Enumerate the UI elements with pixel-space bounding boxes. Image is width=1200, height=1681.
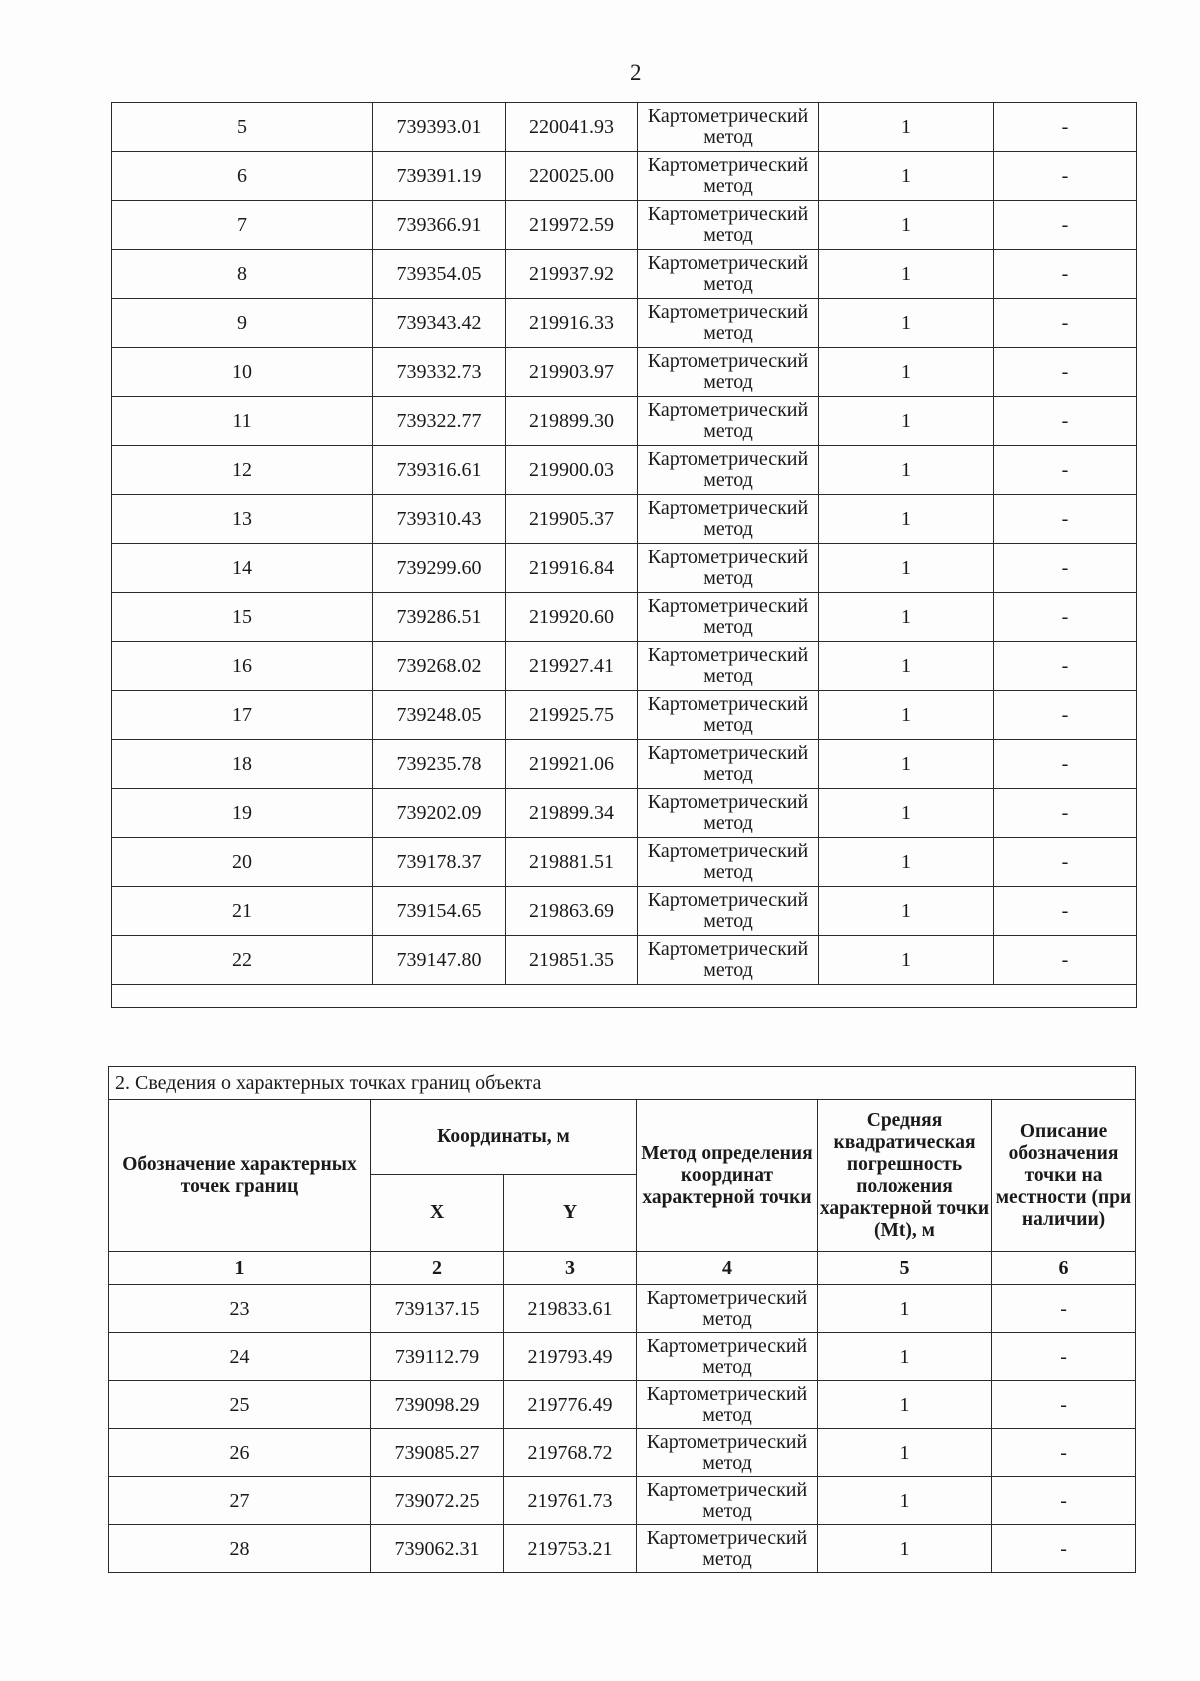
- cell-description: -: [994, 201, 1137, 250]
- cell-mean-square-error: 1: [818, 1285, 992, 1333]
- cell-x-coordinate: 739316.61: [373, 446, 506, 495]
- cell-description: -: [994, 250, 1137, 299]
- table-row: [112, 691, 1137, 740]
- cell-x-coordinate: 739391.19: [373, 152, 506, 201]
- cell-point-number: 12: [112, 446, 373, 495]
- method-text: Картометрический метод: [646, 1526, 808, 1570]
- cell-method: [638, 250, 819, 299]
- cell-x-coordinate: 739268.02: [373, 642, 506, 691]
- cell-x-coordinate: 739235.78: [373, 740, 506, 789]
- cell-x-coordinate: 739154.65: [373, 887, 506, 936]
- cell-mean-square-error: 1: [819, 642, 994, 691]
- cell-y-coordinate: 219768.72: [504, 1429, 637, 1477]
- method-text: Картометрический метод: [647, 595, 809, 638]
- method-text: Картометрический метод: [647, 497, 809, 540]
- header-description: Описание обозначения точки на местности (при наличии): [992, 1100, 1136, 1252]
- cell-point-number: 8: [112, 250, 373, 299]
- method-text: Картометрический метод: [646, 1334, 808, 1378]
- cell-description: -: [992, 1477, 1136, 1525]
- cell-description: -: [994, 789, 1137, 838]
- cell-description: -: [994, 887, 1137, 936]
- cell-description: -: [994, 103, 1137, 152]
- table-row: [109, 1429, 1136, 1477]
- page-number: 2: [630, 60, 642, 85]
- cell-description: -: [992, 1429, 1136, 1477]
- cell-point-number: 27: [109, 1477, 371, 1525]
- method-text: Картометрический метод: [647, 938, 809, 981]
- column-number: 3: [504, 1252, 637, 1285]
- cell-method: [638, 936, 819, 985]
- cell-point-number: 14: [112, 544, 373, 593]
- cell-method: [638, 495, 819, 544]
- cell-method: [638, 201, 819, 250]
- cell-x-coordinate: 739366.91: [373, 201, 506, 250]
- cell-method: [637, 1429, 818, 1477]
- cell-description: -: [994, 495, 1137, 544]
- header-mean-square-error: Средняя квадратическая погрешность положения характерной точки (Mt), м: [818, 1100, 992, 1252]
- method-text: Картометрический метод: [647, 399, 809, 442]
- cell-mean-square-error: 1: [818, 1477, 992, 1525]
- cell-point-number: 21: [112, 887, 373, 936]
- method-text: Картометрический метод: [646, 1430, 808, 1474]
- table-row: [112, 103, 1137, 152]
- cell-y-coordinate: 219925.75: [506, 691, 638, 740]
- table-row: [112, 495, 1137, 544]
- cell-point-number: 18: [112, 740, 373, 789]
- cell-method: [638, 593, 819, 642]
- cell-point-number: 13: [112, 495, 373, 544]
- table-title: 2. Сведения о характерных точках границ объекта: [109, 1067, 1136, 1100]
- cell-y-coordinate: 220041.93: [506, 103, 638, 152]
- cell-point-number: 16: [112, 642, 373, 691]
- cell-mean-square-error: 1: [819, 495, 994, 544]
- method-text: Картометрический метод: [646, 1478, 808, 1522]
- cell-point-number: 23: [109, 1285, 371, 1333]
- table-row: [112, 348, 1137, 397]
- table-row: [112, 740, 1137, 789]
- table-row: [109, 1285, 1136, 1333]
- cell-y-coordinate: 219851.35: [506, 936, 638, 985]
- cell-method: [638, 152, 819, 201]
- table-row: [109, 1381, 1136, 1429]
- cell-x-coordinate: 739310.43: [373, 495, 506, 544]
- cell-y-coordinate: 219833.61: [504, 1285, 637, 1333]
- cell-method: [638, 838, 819, 887]
- cell-description: -: [994, 152, 1137, 201]
- cell-point-number: 17: [112, 691, 373, 740]
- cell-point-number: 10: [112, 348, 373, 397]
- cell-y-coordinate: 219927.41: [506, 642, 638, 691]
- cell-description: -: [994, 691, 1137, 740]
- cell-x-coordinate: 739147.80: [373, 936, 506, 985]
- cell-method: [637, 1285, 818, 1333]
- cell-y-coordinate: 219899.34: [506, 789, 638, 838]
- cell-description: -: [994, 642, 1137, 691]
- column-number: 4: [637, 1252, 818, 1285]
- cell-method: [638, 397, 819, 446]
- table-row: [112, 838, 1137, 887]
- cell-point-number: 5: [112, 103, 373, 152]
- cell-y-coordinate: 219921.06: [506, 740, 638, 789]
- cell-mean-square-error: 1: [819, 348, 994, 397]
- column-number: 5: [818, 1252, 992, 1285]
- cell-point-number: 19: [112, 789, 373, 838]
- cell-point-number: 28: [109, 1525, 371, 1573]
- cell-x-coordinate: 739286.51: [373, 593, 506, 642]
- cell-method: [638, 789, 819, 838]
- cell-method: [638, 348, 819, 397]
- cell-mean-square-error: 1: [818, 1381, 992, 1429]
- table-row: [112, 936, 1137, 985]
- table-row: [112, 152, 1137, 201]
- table-row: [112, 250, 1137, 299]
- cell-description: -: [994, 544, 1137, 593]
- cell-mean-square-error: 1: [819, 740, 994, 789]
- cell-point-number: 20: [112, 838, 373, 887]
- cell-y-coordinate: 219903.97: [506, 348, 638, 397]
- cell-method: [637, 1525, 818, 1573]
- method-text: Картометрический метод: [646, 1286, 808, 1330]
- table-row: [109, 1525, 1136, 1573]
- boundary-points-table-continued: [111, 102, 1137, 1008]
- cell-mean-square-error: 1: [819, 936, 994, 985]
- cell-description: -: [992, 1333, 1136, 1381]
- cell-mean-square-error: 1: [818, 1333, 992, 1381]
- cell-x-coordinate: 739137.15: [371, 1285, 504, 1333]
- cell-y-coordinate: 219793.49: [504, 1333, 637, 1381]
- cell-mean-square-error: 1: [819, 299, 994, 348]
- table-row: [109, 1333, 1136, 1381]
- method-text: Картометрический метод: [647, 791, 809, 834]
- cell-y-coordinate: 219776.49: [504, 1381, 637, 1429]
- cell-x-coordinate: 739322.77: [373, 397, 506, 446]
- cell-point-number: 26: [109, 1429, 371, 1477]
- cell-y-coordinate: 219863.69: [506, 887, 638, 936]
- cell-y-coordinate: 219972.59: [506, 201, 638, 250]
- cell-y-coordinate: 219916.33: [506, 299, 638, 348]
- cell-x-coordinate: 739299.60: [373, 544, 506, 593]
- column-number-row: [109, 1252, 1136, 1285]
- method-text: Картометрический метод: [647, 105, 809, 148]
- cell-point-number: 6: [112, 152, 373, 201]
- table-row: [112, 201, 1137, 250]
- cell-y-coordinate: 219920.60: [506, 593, 638, 642]
- table-row: [112, 299, 1137, 348]
- table-row: [112, 446, 1137, 495]
- method-text: Картометрический метод: [647, 154, 809, 197]
- cell-method: [638, 887, 819, 936]
- cell-method: [638, 299, 819, 348]
- cell-x-coordinate: 739112.79: [371, 1333, 504, 1381]
- cell-mean-square-error: 1: [818, 1525, 992, 1573]
- cell-mean-square-error: 1: [819, 887, 994, 936]
- cell-y-coordinate: 219761.73: [504, 1477, 637, 1525]
- table-row: [112, 642, 1137, 691]
- column-number: 6: [992, 1252, 1136, 1285]
- cell-y-coordinate: 219881.51: [506, 838, 638, 887]
- cell-point-number: 15: [112, 593, 373, 642]
- table-empty-row: [112, 985, 1137, 1008]
- cell-description: -: [994, 299, 1137, 348]
- cell-point-number: 25: [109, 1381, 371, 1429]
- cell-description: -: [994, 397, 1137, 446]
- method-text: Картометрический метод: [647, 693, 809, 736]
- cell-x-coordinate: 739343.42: [373, 299, 506, 348]
- cell-description: -: [992, 1381, 1136, 1429]
- cell-x-coordinate: 739332.73: [373, 348, 506, 397]
- cell-description: -: [994, 936, 1137, 985]
- cell-x-coordinate: 739085.27: [371, 1429, 504, 1477]
- cell-mean-square-error: 1: [819, 838, 994, 887]
- method-text: Картометрический метод: [647, 350, 809, 393]
- cell-description: -: [994, 740, 1137, 789]
- cell-x-coordinate: 739072.25: [371, 1477, 504, 1525]
- cell-y-coordinate: 219899.30: [506, 397, 638, 446]
- cell-point-number: 7: [112, 201, 373, 250]
- cell-y-coordinate: 220025.00: [506, 152, 638, 201]
- method-text: Картометрический метод: [647, 203, 809, 246]
- cell-mean-square-error: 1: [819, 789, 994, 838]
- table-row: [112, 593, 1137, 642]
- cell-method: [638, 642, 819, 691]
- cell-method: [638, 691, 819, 740]
- cell-description: -: [994, 348, 1137, 397]
- cell-description: -: [994, 446, 1137, 495]
- table-row: [109, 1477, 1136, 1525]
- cell-x-coordinate: 739248.05: [373, 691, 506, 740]
- cell-mean-square-error: 1: [819, 103, 994, 152]
- cell-mean-square-error: 1: [819, 152, 994, 201]
- table-row: [112, 397, 1137, 446]
- cell-x-coordinate: 739393.01: [373, 103, 506, 152]
- cell-method: [638, 446, 819, 495]
- cell-mean-square-error: 1: [819, 691, 994, 740]
- column-number: 2: [371, 1252, 504, 1285]
- cell-mean-square-error: 1: [819, 201, 994, 250]
- cell-point-number: 22: [112, 936, 373, 985]
- cell-x-coordinate: 739354.05: [373, 250, 506, 299]
- method-text: Картометрический метод: [647, 448, 809, 491]
- cell-point-number: 11: [112, 397, 373, 446]
- method-text: Картометрический метод: [647, 889, 809, 932]
- cell-y-coordinate: 219900.03: [506, 446, 638, 495]
- method-text: Картометрический метод: [647, 252, 809, 295]
- cell-y-coordinate: 219916.84: [506, 544, 638, 593]
- cell-mean-square-error: 1: [819, 593, 994, 642]
- cell-description: -: [994, 593, 1137, 642]
- cell-point-number: 24: [109, 1333, 371, 1381]
- cell-method: [637, 1333, 818, 1381]
- cell-description: -: [994, 838, 1137, 887]
- cell-method: [638, 103, 819, 152]
- cell-description: -: [992, 1285, 1136, 1333]
- cell-point-number: 9: [112, 299, 373, 348]
- cell-method: [638, 544, 819, 593]
- table-row: [112, 789, 1137, 838]
- table-row: [112, 887, 1137, 936]
- cell-mean-square-error: 1: [818, 1429, 992, 1477]
- method-text: Картометрический метод: [647, 644, 809, 687]
- cell-method: [637, 1477, 818, 1525]
- cell-mean-square-error: 1: [819, 397, 994, 446]
- header-y: Y: [504, 1175, 637, 1252]
- cell-method: [637, 1381, 818, 1429]
- cell-mean-square-error: 1: [819, 544, 994, 593]
- method-text: Картометрический метод: [647, 742, 809, 785]
- cell-y-coordinate: 219937.92: [506, 250, 638, 299]
- method-text: Картометрический метод: [647, 840, 809, 883]
- header-x: X: [371, 1175, 504, 1252]
- cell-x-coordinate: 739062.31: [371, 1525, 504, 1573]
- cell-y-coordinate: 219753.21: [504, 1525, 637, 1573]
- table-row: [112, 544, 1137, 593]
- method-text: Картометрический метод: [647, 301, 809, 344]
- method-text: Картометрический метод: [647, 546, 809, 589]
- cell-mean-square-error: 1: [819, 250, 994, 299]
- cell-x-coordinate: 739178.37: [373, 838, 506, 887]
- method-text: Картометрический метод: [646, 1382, 808, 1426]
- cell-mean-square-error: 1: [819, 446, 994, 495]
- cell-description: -: [992, 1525, 1136, 1573]
- cell-y-coordinate: 219905.37: [506, 495, 638, 544]
- cell-x-coordinate: 739098.29: [371, 1381, 504, 1429]
- header-point-designation: Обозначение характерных точек границ: [109, 1100, 371, 1252]
- column-number: 1: [109, 1252, 371, 1285]
- header-coordinates: Координаты, м: [371, 1100, 637, 1175]
- cell-method: [638, 740, 819, 789]
- header-method: Метод определения координат характерной точки: [637, 1100, 818, 1252]
- boundary-points-table: [108, 1066, 1136, 1573]
- cell-x-coordinate: 739202.09: [373, 789, 506, 838]
